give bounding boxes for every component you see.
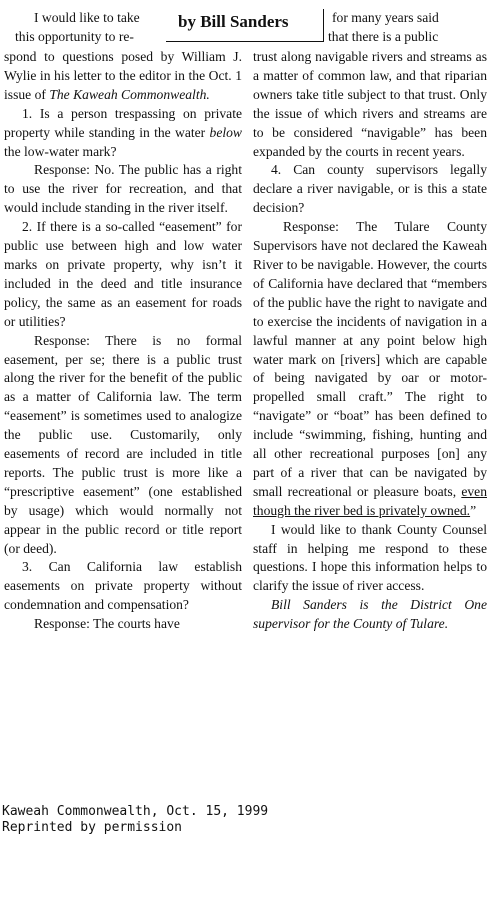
article-clipping [4,8,496,796]
response-4: Response: The Tulare County Supervisors have not declared the Kaweah River to be navigable. However, the courts of California have declared that “members of the public have the right to navigate and to exercise the incidents of navigation in a lawful manner at any point below high water mark on [rivers] which are capable of being navigated by oar or motor-propelled small craft.” The right to “navigate” or “boat” has been defined to include “swimming, fishing, hunting and all other recreational purposes [on] any part of a river that can be navigated by small recreational or pleasure boats, even though the river bed is privately owned.” [253,219,487,518]
publication-name: The Kaweah Commonwealth. [49,86,210,102]
response-1: Response: No. The public has a right to use the river for recreation, and that would include standing in the river itself. [4,162,242,216]
left-column [4,48,242,634]
question-1: 1. Is a person trespassing on private property while standing in the water below the low-water mark? [4,105,242,159]
author-bio: Bill Sanders is the District One supervisor for the County of Tulare. [253,597,487,632]
credit-line-2: Reprinted by permission [2,820,183,835]
response-3-continued: trust along navigable rivers and streams as a matter of common law, and that riparian owners take title subject to that trust. Only the issue of which rivers and streams are to be considered “navigable” has been expanded by the courts in recent years. [253,49,487,159]
byline: by Bill Sanders [178,12,289,31]
intro-line-left-2: this opportunity to re- [15,29,134,44]
credit-line-1: Kaweah Commonwealth, Oct. 15, 1999 [2,804,269,819]
closing-paragraph: I would like to thank County Counsel staff in helping me respond to these questions. I hope this information helps to clarify the issue of river access. [253,521,487,594]
question-4: 4. Can county supervisors legally declare a river navigable, or is this a state decision? [253,162,487,216]
intro-paragraph: spond to questions posed by William J. Wylie in his letter to the editor in the Oct. 1 issue of The Kaweah Commonwealth. [4,49,242,102]
question-3: 3. Can California law establish easements on private property without condemnation and compensation? [4,559,242,613]
response-3-start: Response: The courts have [34,616,180,632]
intro-line-left-1: I would like to take [34,10,140,25]
question-2: 2. If there is a so-called “easement” for public use between high and low water marks on private property, why isn’t it included in the deed and title insurance policy, the same as an easement for roads or utilities? [4,219,242,329]
response-2: Response: There is no formal easement, per se; there is a public trust along the river for the benefit of the public as a matter of California law. The term “easement” is sometimes used to analogize the public use. Customarily, only easements of record are included in title reports. The public trust is more like a “prescriptive easement” (one established by usage) which would normally not appear in the public record or title report (or deed). [4,332,242,556]
intro-line-right-1: for many years said [332,10,439,25]
right-column [253,48,487,634]
source-credit [2,804,268,836]
intro-line-right-2: that there is a public [328,29,439,44]
underlined-phrase: even though the river bed is privately owned. [253,483,487,518]
